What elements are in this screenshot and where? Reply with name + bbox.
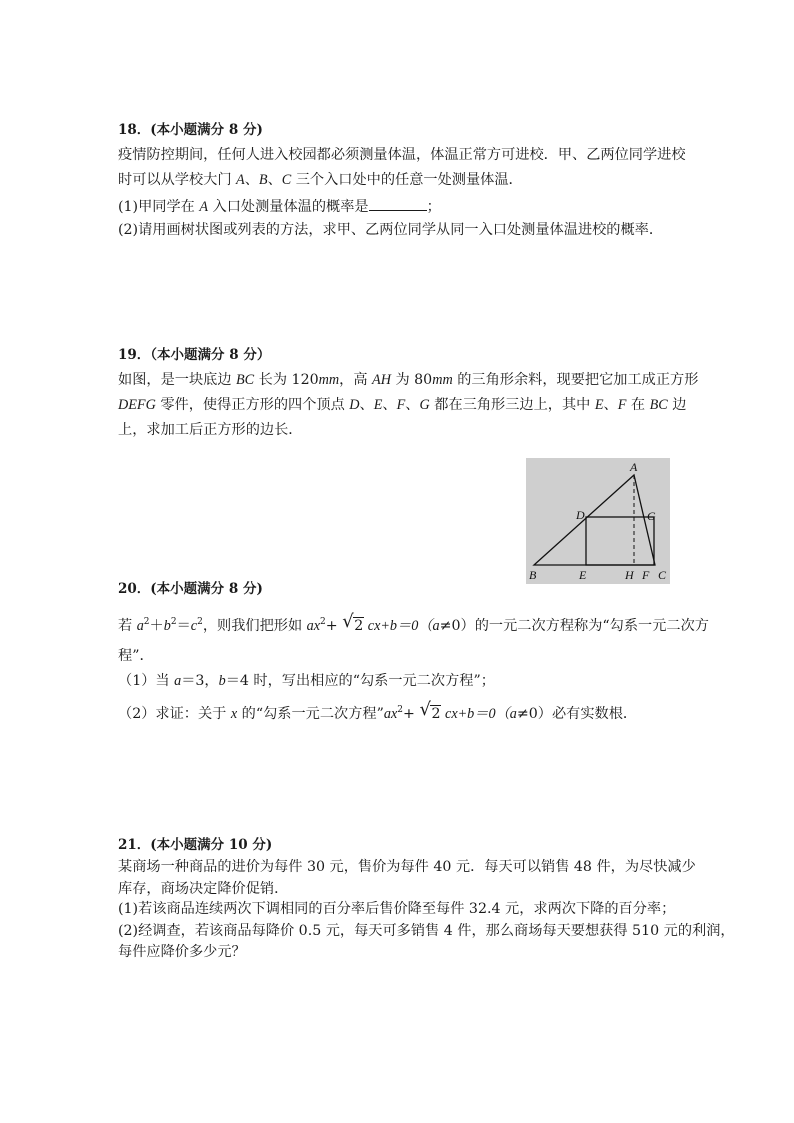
q18-part2: (2)请用画树状图或列表的方法，求甲、乙两位同学从同一入口处测量体温进校的概率．	[118, 222, 664, 238]
q21-part2: (2)经调查，若该商品每降价 0.5 元，每天可多销售 4 件，那么商场每天要想获得 510 元的利润，	[118, 923, 735, 939]
q20-stem-line1: 若 $a^2+b^2=c^2$，则我们把形如 $ax^2+$ √ 2 cx+b＝0（a≠0）的一元二次方程称为“勾系一元二次方	[118, 611, 709, 634]
label-a: A	[630, 460, 638, 474]
q18-stem-line1: 疫情防控期间，任何人进入校园都必须测量体温，体温正常方可进校．甲、乙两位同学进校	[118, 147, 686, 163]
label-h: H	[625, 568, 634, 582]
label-b: B	[529, 568, 537, 582]
label-g: G	[647, 509, 656, 523]
q19-stem-line1: 如图，是一块底边 BC 长为 120mm，高 AH 为 80mm 的三角形余料，现要把它加工成正方形	[118, 372, 699, 388]
q18-stem-line2: 时可以从学校大门 A、B、C 三个入口处中的任意一处测量体温．	[118, 172, 523, 188]
q20-stem-line2: 程”．	[118, 648, 154, 664]
q20-header: 20．(本小题满分 8 分)	[118, 581, 263, 597]
q20-part2: （2）求证：关于 x 的“勾系一元二次方程$”ax^2+$ √ 2 cx+b＝0（a≠0）必有实数根．	[118, 699, 638, 722]
q21-stem-line2: 库存，商场决定降价促销．	[118, 881, 289, 897]
q20-part1: （1）当 a＝3，b＝4 时，写出相应的“勾系一元二次方程”；	[118, 673, 495, 689]
q21-header: 21．(本小题满分 10 分)	[118, 837, 273, 853]
q19-stem-line2: DEFG 零件，使得正方形的四个顶点 D、E、F、G 都在三角形三边上，其中 E、F 在 BC 边	[118, 397, 687, 413]
q21-part1: (1)若该商品连续两次下调相同的百分率后售价降至每件 32.4 元，求两次下降的百分率；	[118, 901, 676, 917]
q21-part2-cont: 每件应降价多少元？	[118, 944, 246, 960]
triangle-square-figure	[526, 458, 670, 584]
sqrt-symbol: √ 2	[342, 611, 364, 634]
q18-part1: (1)甲同学在 A 入口处测量体温的概率是 ；	[118, 196, 441, 216]
label-d: D	[576, 508, 585, 522]
q19-stem-line3: 上，求加工后正方形的边长．	[118, 422, 303, 438]
answer-blank	[369, 196, 427, 211]
sqrt-symbol: √ 2	[419, 699, 441, 722]
q21-stem-line1: 某商场一种商品的进价为每件 30 元，售价为每件 40 元．每天可以销售 48 件，为尽快减少	[118, 859, 696, 875]
label-c: C	[658, 568, 667, 582]
q18-header: 18．(本小题满分 8 分)	[118, 122, 263, 138]
label-e: E	[579, 568, 587, 582]
label-f: F	[642, 568, 650, 582]
q19-header: 19．（本小题满分 8 分）	[118, 347, 271, 363]
